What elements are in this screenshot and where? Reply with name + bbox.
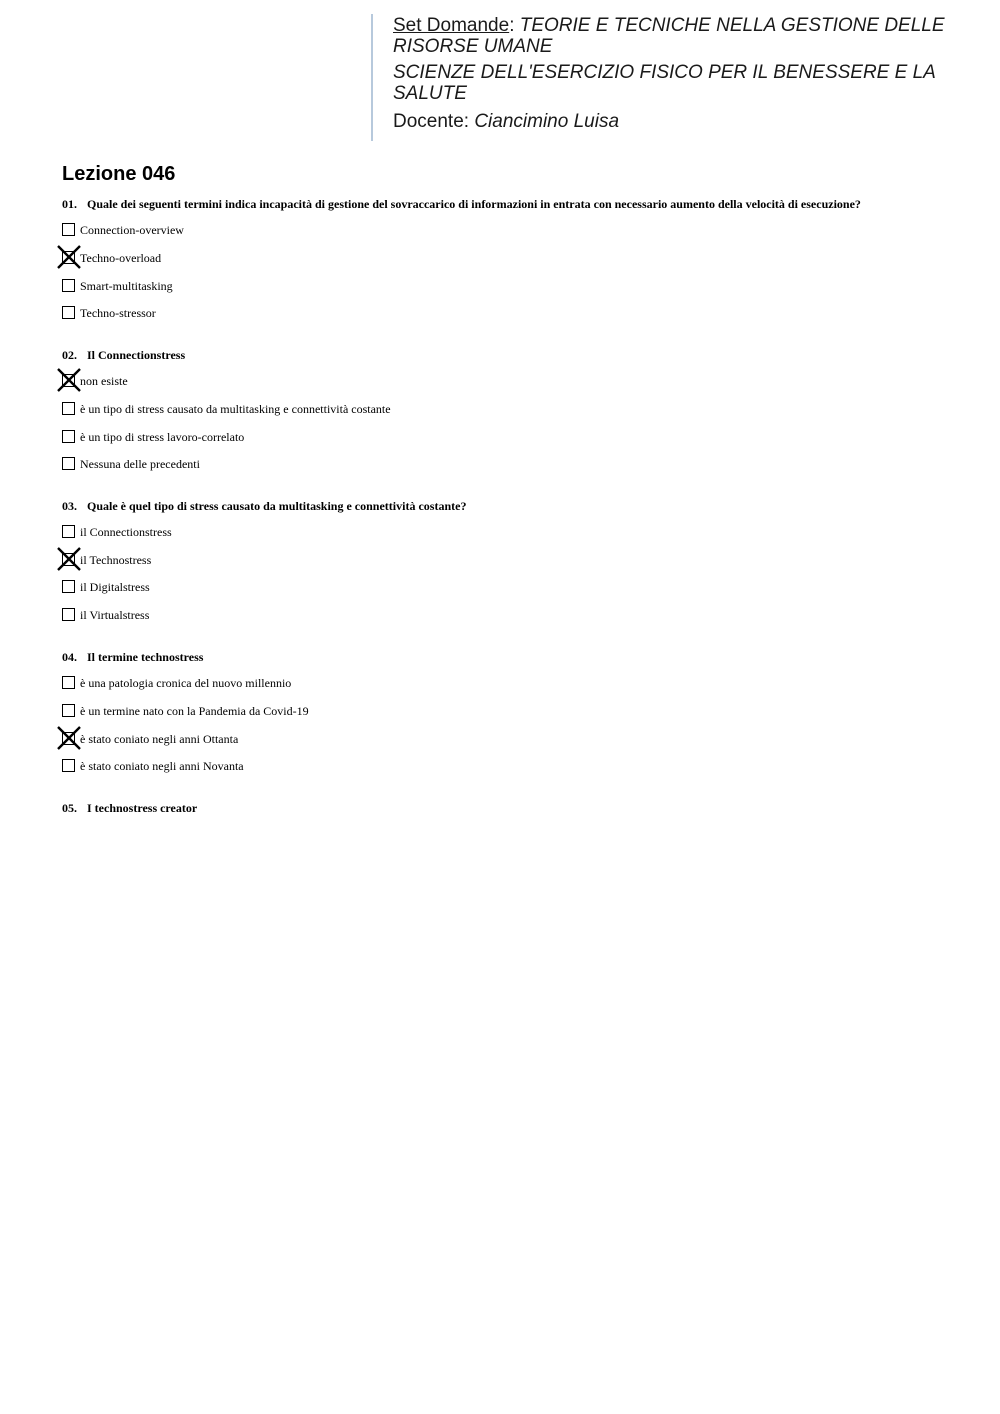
option-text: il Digitalstress bbox=[80, 580, 150, 594]
option-text: Smart-multitasking bbox=[80, 279, 173, 293]
checkbox[interactable] bbox=[62, 704, 75, 717]
checkbox[interactable] bbox=[62, 279, 75, 292]
checkbox[interactable] bbox=[62, 759, 75, 772]
option-text: il Connectionstress bbox=[80, 525, 172, 539]
option-text: è un termine nato con la Pandemia da Covid-19 bbox=[80, 704, 309, 718]
question-text: I technostress creator bbox=[87, 801, 198, 815]
checkbox[interactable] bbox=[62, 306, 75, 319]
option-text: è stato coniato negli anni Ottanta bbox=[80, 732, 239, 746]
checkbox[interactable] bbox=[62, 402, 75, 415]
check-cross-icon bbox=[57, 726, 81, 750]
teacher-line bbox=[393, 111, 951, 132]
question-2 bbox=[62, 348, 185, 363]
set-colon: : bbox=[509, 15, 515, 36]
checkbox[interactable] bbox=[62, 676, 75, 689]
document-header bbox=[371, 14, 951, 141]
option-text: non esiste bbox=[80, 374, 128, 388]
option-text: è una patologia cronica del nuovo millennio bbox=[80, 676, 292, 690]
option-text: Techno-stressor bbox=[80, 306, 156, 320]
checkbox[interactable] bbox=[62, 457, 75, 470]
option-text: Connection-overview bbox=[80, 223, 184, 237]
option-text: Nessuna delle precedenti bbox=[80, 457, 200, 471]
question-text: Il termine technostress bbox=[87, 650, 204, 664]
teacher-name: Ciancimino Luisa bbox=[474, 111, 620, 132]
question-3 bbox=[62, 499, 466, 514]
degree-title: SCIENZE DELL'ESERCIZIO FISICO PER IL BENESSERE E LA SALUTE bbox=[393, 62, 936, 104]
question-1 bbox=[62, 197, 861, 212]
checkbox[interactable] bbox=[62, 580, 75, 593]
course-title: TEORIE E TECNICHE NELLA GESTIONE DELLE RISORSE UMANE bbox=[393, 15, 945, 57]
question-text: Il Connectionstress bbox=[87, 348, 186, 362]
checkbox[interactable] bbox=[62, 430, 75, 443]
checkbox[interactable] bbox=[62, 608, 75, 621]
question-text: Quale è quel tipo di stress causato da multitasking e connettività costante? bbox=[87, 499, 467, 513]
checkbox[interactable] bbox=[62, 223, 75, 236]
lesson-title: Lezione 046 bbox=[62, 163, 176, 185]
question-number: 04. bbox=[62, 650, 77, 664]
option-text: il Technostress bbox=[80, 553, 152, 567]
option-text: il Virtualstress bbox=[80, 608, 150, 622]
question-text: Quale dei seguenti termini indica incapacità di gestione del sovraccarico di informazioni in entrata con necessario aumento della velocità di esecuzione? bbox=[87, 197, 861, 211]
question-number: 05. bbox=[62, 801, 77, 815]
checkbox[interactable] bbox=[62, 525, 75, 538]
option-text: è stato coniato negli anni Novanta bbox=[80, 759, 244, 773]
question-4 bbox=[62, 650, 203, 665]
set-label: Set Domande bbox=[393, 15, 510, 36]
teacher-label: Docente: bbox=[393, 111, 470, 132]
option-text: è un tipo di stress causato da multitasking e connettività costante bbox=[80, 402, 391, 416]
check-cross-icon bbox=[57, 547, 81, 571]
course-line bbox=[393, 15, 951, 57]
option-text: Techno-overload bbox=[80, 251, 162, 265]
check-cross-icon bbox=[57, 245, 81, 269]
question-number: 03. bbox=[62, 499, 77, 513]
question-number: 01. bbox=[62, 197, 77, 211]
option-text: è un tipo di stress lavoro-correlato bbox=[80, 430, 245, 444]
question-5 bbox=[62, 801, 197, 816]
check-cross-icon bbox=[57, 368, 81, 392]
question-number: 02. bbox=[62, 348, 77, 362]
